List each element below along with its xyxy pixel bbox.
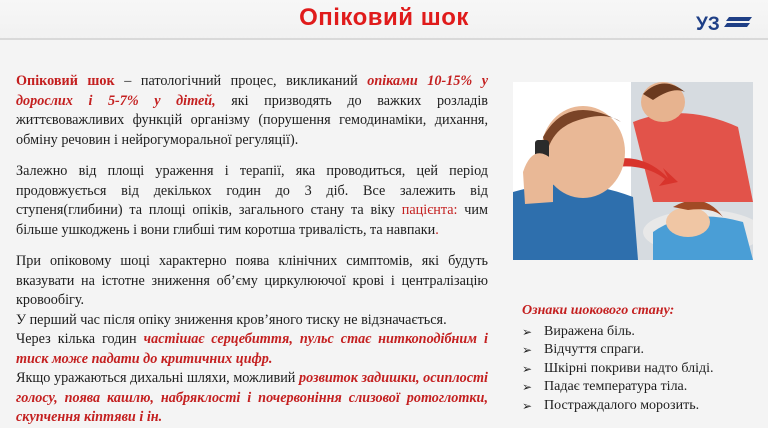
shock-signs (522, 302, 762, 415)
logo-text: УЗ (696, 14, 720, 34)
sign-text: Падає температура тіла. (544, 379, 688, 394)
sign-text: Виражена біль. (544, 323, 635, 339)
text: При опіковому шоці характерно поява клінічних симптомів, які будуть вказувати на істотне зниження об’єму циркулюючої крові і централізацію кровообігу. (16, 253, 488, 308)
heartbeat-paragraph (16, 330, 488, 369)
arrow-bullet-icon: ➢ (522, 343, 533, 357)
signs-list (522, 323, 762, 416)
arrow-bullet-icon: ➢ (522, 324, 533, 339)
list-item (522, 397, 762, 416)
term-label: Опіковий шок (16, 73, 115, 89)
highlight: частішає серцебиття, пульс стає ниткоподібним і тиск може падати до критичних цифр. (16, 331, 488, 367)
page-title: Опіковий шок (299, 4, 469, 31)
dash: – (114, 73, 141, 89)
text: які призводять до важких розладів життєвоважливих функцій організму (порушення гемодинаміки, дихання, обміну речовин і нейрогуморальної регуляції). (16, 92, 488, 148)
arrow-bullet-icon: ➢ (522, 361, 533, 376)
text: Залежно від площі ураження і терапії, яка проводиться, цей період продовжується від декількох годин до 3 діб. Все залежить від ступеня(глибини) та площі опіків, загального стану та віку (16, 163, 488, 218)
list-item (522, 360, 762, 379)
uz-logo (696, 12, 754, 34)
header-divider (0, 38, 768, 40)
text: чим більше ушкоджень і вони глибші тим коротша тривалість, та навпаки (16, 202, 488, 238)
symptoms-paragraph (16, 252, 488, 311)
list-item (522, 341, 762, 360)
arrow-bullet-icon: ➢ (522, 398, 533, 413)
sign-text: Відчуття спраги. (544, 342, 645, 357)
text: Через кілька годин (16, 331, 144, 347)
text: патологічний процес, викликаний (140, 73, 368, 89)
arrow-bullet-icon: ➢ (522, 380, 533, 394)
pressure-paragraph (16, 311, 488, 331)
duration-paragraph (16, 162, 488, 240)
list-item (522, 378, 762, 397)
text: У перший час після опіку зниження кров’яного тиску не відзначається. (16, 311, 447, 328)
highlight: пацієнта: (401, 202, 458, 218)
main-text (16, 72, 488, 428)
sign-text: Шкірні покриви надто бліді. (544, 360, 714, 376)
list-item (522, 323, 762, 342)
airway-paragraph (16, 369, 488, 428)
illustration-image (513, 82, 753, 260)
period: . (435, 221, 439, 238)
sign-text: Постраждалого морозить. (544, 397, 700, 413)
text: Якщо уражаються дихальні шляхи, можливий (16, 370, 300, 386)
definition-paragraph (16, 72, 488, 150)
highlight: розвиток задишки, осиплості голосу, поява кашлю, набряклості і почервоніння слизової ротоглотки, скупчення кіптяви і ін. (16, 370, 488, 425)
highlight: опіками 10-15% у дорослих і 5-7% у дітей, (16, 73, 489, 109)
signs-title: Ознаки шокового стану: (522, 303, 675, 318)
